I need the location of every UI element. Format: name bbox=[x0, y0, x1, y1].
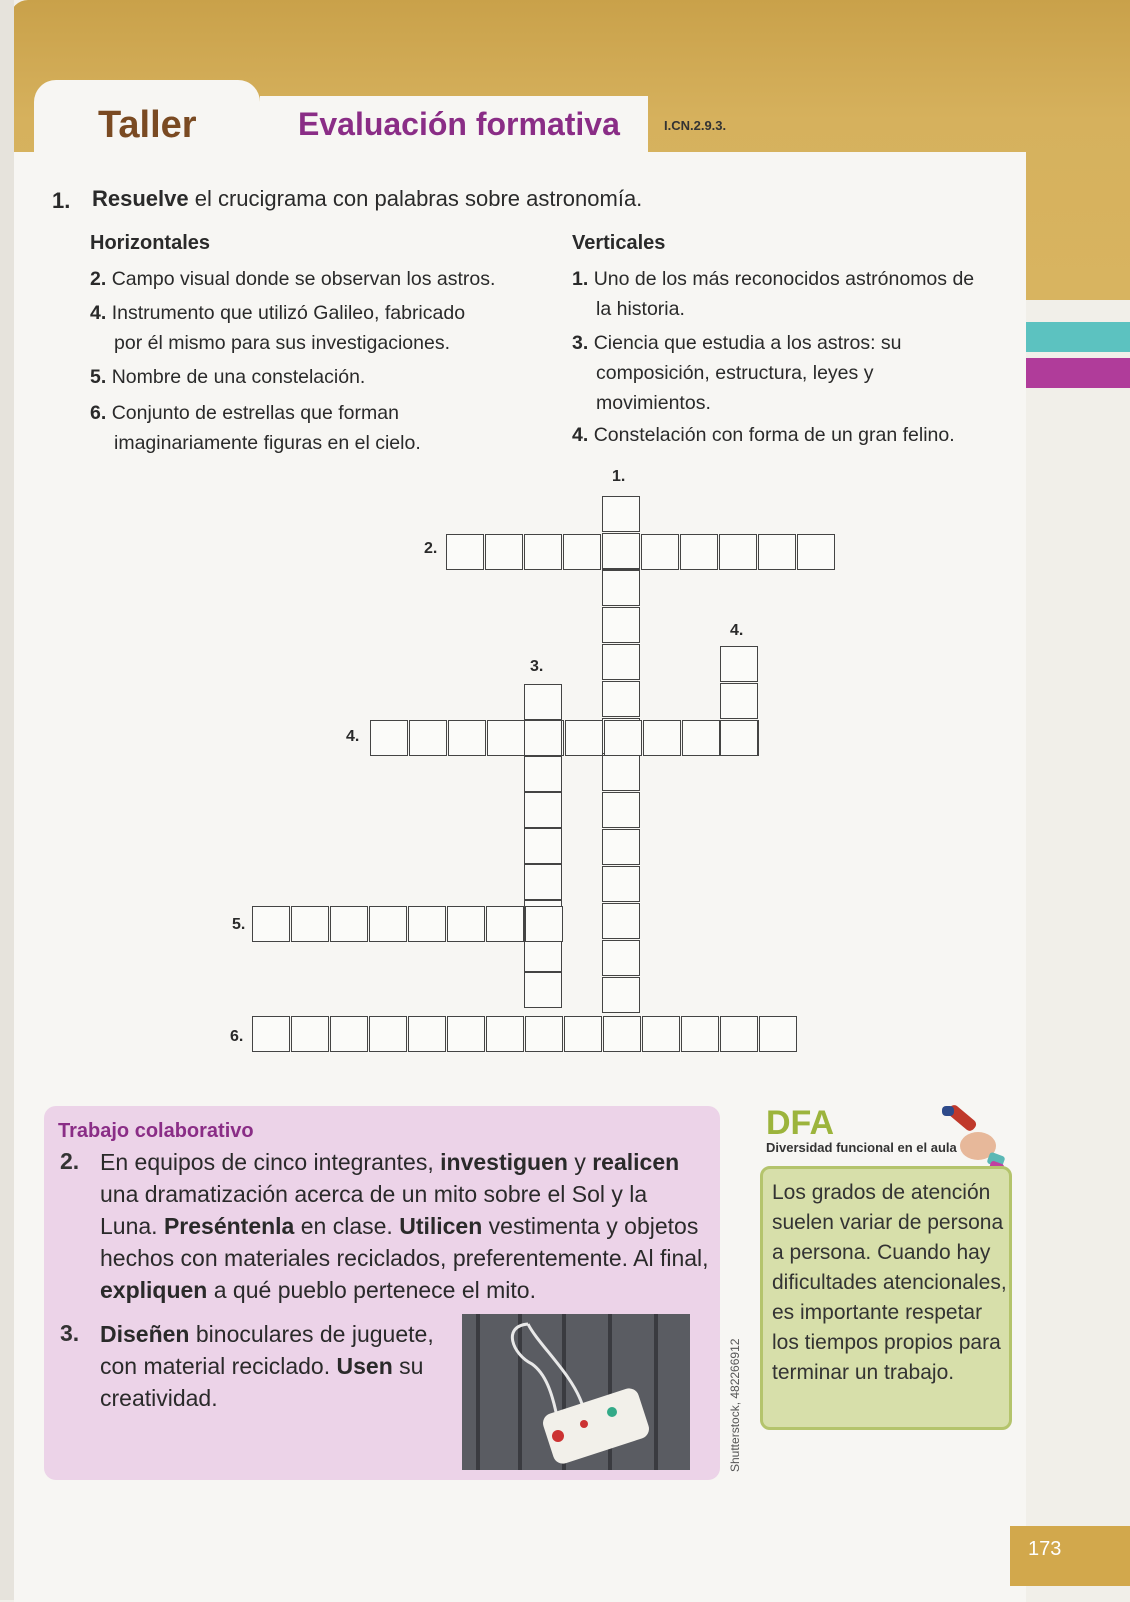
clue-number: 2. bbox=[90, 268, 107, 290]
crossword-label-v3: 3. bbox=[530, 658, 544, 675]
tab-taller bbox=[34, 80, 260, 170]
page-number: 173 bbox=[1028, 1538, 1062, 1560]
crossword-cell[interactable] bbox=[525, 1016, 563, 1052]
clue-text-cont: imaginariamente figuras en el cielo. bbox=[114, 432, 421, 454]
crossword-cell[interactable] bbox=[369, 906, 407, 942]
crossword-cell[interactable] bbox=[602, 681, 640, 717]
clue-h6 bbox=[90, 398, 530, 458]
crossword-cell[interactable] bbox=[330, 906, 368, 942]
crossword-cell[interactable] bbox=[408, 906, 446, 942]
collaborative-work-title: Trabajo colaborativo bbox=[58, 1120, 254, 1142]
q3-verb: Usen bbox=[336, 1353, 393, 1379]
clue-text-cont: movimientos. bbox=[596, 392, 711, 414]
crossword-label-v4: 4. bbox=[730, 622, 744, 639]
q2-part: En equipos de cinco integrantes, bbox=[100, 1149, 441, 1175]
horizontales-heading: Horizontales bbox=[90, 232, 211, 254]
question-2-number: 2. bbox=[60, 1148, 80, 1174]
crossword-cell[interactable] bbox=[409, 720, 447, 756]
crossword-cell[interactable] bbox=[369, 1016, 407, 1052]
clue-number: 4. bbox=[90, 302, 107, 324]
crossword-cell[interactable] bbox=[524, 534, 562, 570]
crossword-cell[interactable] bbox=[602, 570, 640, 606]
question-3-number: 3. bbox=[60, 1320, 80, 1346]
clue-v1 bbox=[572, 264, 1012, 324]
crossword-cell[interactable] bbox=[485, 534, 523, 570]
side-tab-cyan bbox=[1026, 322, 1130, 352]
clue-number: 1. bbox=[572, 268, 589, 290]
q2-verb: investiguen bbox=[440, 1149, 568, 1175]
question-1-rest: el crucigrama con palabras sobre astronomía. bbox=[188, 186, 643, 211]
clue-text: Conjunto de estrellas que forman bbox=[111, 402, 399, 424]
question-3-text bbox=[100, 1318, 440, 1414]
crossword-cell[interactable] bbox=[602, 866, 640, 902]
crossword-cell[interactable] bbox=[602, 644, 640, 680]
tab-evaluacion bbox=[260, 96, 648, 156]
clue-text-cont: por él mismo para sus investigaciones. bbox=[114, 332, 450, 354]
curriculum-code: I.CN.2.9.3. bbox=[664, 118, 727, 133]
photo-credit: Shutterstock, 482266912 bbox=[728, 1338, 742, 1472]
crossword-cell[interactable] bbox=[447, 906, 485, 942]
crossword-cell[interactable] bbox=[602, 903, 640, 939]
crossword-label-h5: 5. bbox=[232, 916, 246, 933]
crossword-cell[interactable] bbox=[291, 906, 329, 942]
tab-taller-label: Taller bbox=[98, 104, 197, 146]
clue-text: Instrumento que utilizó Galileo, fabricado bbox=[111, 302, 466, 324]
clue-v3 bbox=[572, 328, 1012, 418]
crossword-cell[interactable] bbox=[565, 720, 603, 756]
crossword-cell[interactable] bbox=[448, 720, 486, 756]
crossword-label-v1: 1. bbox=[612, 468, 626, 485]
q2-verb: realicen bbox=[592, 1149, 680, 1175]
crossword-cell[interactable] bbox=[602, 829, 640, 865]
crossword-label-h4: 4. bbox=[346, 728, 360, 745]
crossword-cell[interactable] bbox=[487, 720, 525, 756]
crossword-cell[interactable] bbox=[408, 1016, 446, 1052]
crossword-cell[interactable] bbox=[486, 1016, 524, 1052]
crossword-label-h2: 2. bbox=[424, 540, 438, 557]
question-1-verb: Resuelve bbox=[92, 186, 189, 211]
binoculars-photo bbox=[462, 1314, 690, 1470]
crossword-cell[interactable] bbox=[604, 720, 642, 756]
crossword-cell[interactable] bbox=[524, 864, 562, 900]
clue-h4 bbox=[90, 298, 530, 358]
question-2-text bbox=[100, 1146, 710, 1306]
crossword-cell[interactable] bbox=[525, 906, 563, 942]
clue-text: Constelación con forma de un gran felino. bbox=[593, 424, 955, 446]
crossword-cell[interactable] bbox=[602, 940, 640, 976]
crossword-cell[interactable] bbox=[641, 534, 679, 570]
crossword-cell[interactable] bbox=[564, 1016, 602, 1052]
clue-text: Ciencia que estudia a los astros: su bbox=[593, 332, 902, 354]
crossword-cell[interactable] bbox=[681, 1016, 719, 1052]
crossword-cell[interactable] bbox=[642, 1016, 680, 1052]
clue-number: 5. bbox=[90, 366, 107, 388]
page-number-tab bbox=[1010, 1526, 1130, 1586]
tab-evaluacion-label: Evaluación formativa bbox=[298, 106, 620, 142]
crossword-cell[interactable] bbox=[682, 720, 720, 756]
crossword-cell[interactable] bbox=[720, 646, 758, 682]
crossword-cell[interactable] bbox=[603, 1016, 641, 1052]
crossword-cell[interactable] bbox=[524, 684, 562, 720]
clue-number: 4. bbox=[572, 424, 589, 446]
crossword-cell[interactable] bbox=[330, 1016, 368, 1052]
crossword-cell[interactable] bbox=[680, 534, 718, 570]
crossword-cell[interactable] bbox=[291, 1016, 329, 1052]
dfa-text: Los grados de atención suelen variar de persona a persona. Cuando hay dificultades atencionales, es importante respetar los tiempos propios para terminar un trabajo. bbox=[772, 1181, 1007, 1384]
clue-text: Campo visual donde se observan los astros. bbox=[111, 268, 496, 290]
q2-part: una dramatización acerca de un mito sobre el Sol y la Luna. bbox=[100, 1181, 648, 1239]
clue-text-cont: la historia. bbox=[596, 298, 685, 320]
q2-part: en clase. bbox=[294, 1213, 400, 1239]
crossword-cell[interactable] bbox=[524, 720, 562, 756]
crossword-cell[interactable] bbox=[524, 972, 562, 1008]
q2-part: y bbox=[567, 1149, 593, 1175]
crossword-label-h6: 6. bbox=[230, 1028, 244, 1045]
crossword-cell[interactable] bbox=[602, 496, 640, 532]
crossword-cell[interactable] bbox=[602, 533, 640, 569]
crossword-cell[interactable] bbox=[524, 828, 562, 864]
clue-h2 bbox=[90, 264, 530, 294]
side-tab-magenta bbox=[1026, 358, 1130, 388]
question-1-prompt bbox=[92, 186, 642, 212]
crossword-cell[interactable] bbox=[720, 720, 758, 756]
crossword-cell[interactable] bbox=[797, 534, 835, 570]
binoculars-illustration bbox=[462, 1314, 690, 1470]
crossword-cell[interactable] bbox=[252, 906, 290, 942]
q2-part: vestimenta y objetos hechos con materiales reciclados, preferentemente. Al final, bbox=[100, 1213, 709, 1271]
clue-h5 bbox=[90, 362, 530, 392]
crossword-cell[interactable] bbox=[370, 720, 408, 756]
clue-v4 bbox=[572, 420, 1012, 450]
crossword-cell[interactable] bbox=[759, 1016, 797, 1052]
verticales-heading: Verticales bbox=[572, 232, 666, 254]
crossword-cell[interactable] bbox=[252, 1016, 290, 1052]
clue-text: Uno de los más reconocidos astrónomos de bbox=[593, 268, 975, 290]
crossword-cell[interactable] bbox=[447, 1016, 485, 1052]
crossword-cell[interactable] bbox=[486, 906, 524, 942]
q2-verb: expliquen bbox=[100, 1277, 208, 1303]
crossword-cell[interactable] bbox=[719, 534, 757, 570]
crossword-cell[interactable] bbox=[602, 977, 640, 1013]
q3-verb: Diseñen bbox=[100, 1321, 190, 1347]
q2-verb: Preséntenla bbox=[163, 1213, 295, 1239]
crossword-cell[interactable] bbox=[446, 534, 484, 570]
crossword-cell[interactable] bbox=[563, 534, 601, 570]
q2-verb: Utilicen bbox=[399, 1213, 483, 1239]
crossword-cell[interactable] bbox=[720, 1016, 758, 1052]
crossword-cell[interactable] bbox=[643, 720, 681, 756]
clue-number: 6. bbox=[90, 402, 107, 424]
clue-text: Nombre de una constelación. bbox=[111, 366, 366, 388]
crossword-cell[interactable] bbox=[602, 607, 640, 643]
page-edge bbox=[0, 0, 14, 1600]
question-1-number: 1. bbox=[52, 188, 71, 213]
crossword-cell[interactable] bbox=[602, 755, 640, 791]
q2-part: a qué pueblo pertenece el mito. bbox=[207, 1277, 536, 1303]
crossword-cell[interactable] bbox=[524, 756, 562, 792]
crossword-cell[interactable] bbox=[758, 534, 796, 570]
clue-text-cont: composición, estructura, leyes y bbox=[596, 362, 874, 384]
crossword-cell[interactable] bbox=[602, 792, 640, 828]
clue-number: 3. bbox=[572, 332, 589, 354]
dfa-subtitle: Diversidad funcional en el aula bbox=[766, 1140, 957, 1155]
q3-part: binoculares de juguete, con material reciclado. bbox=[100, 1321, 434, 1379]
crossword-cell[interactable] bbox=[524, 792, 562, 828]
q3-part: su creatividad. bbox=[100, 1353, 424, 1411]
dfa-title: DFA bbox=[766, 1104, 834, 1142]
crossword-cell[interactable] bbox=[720, 683, 758, 719]
